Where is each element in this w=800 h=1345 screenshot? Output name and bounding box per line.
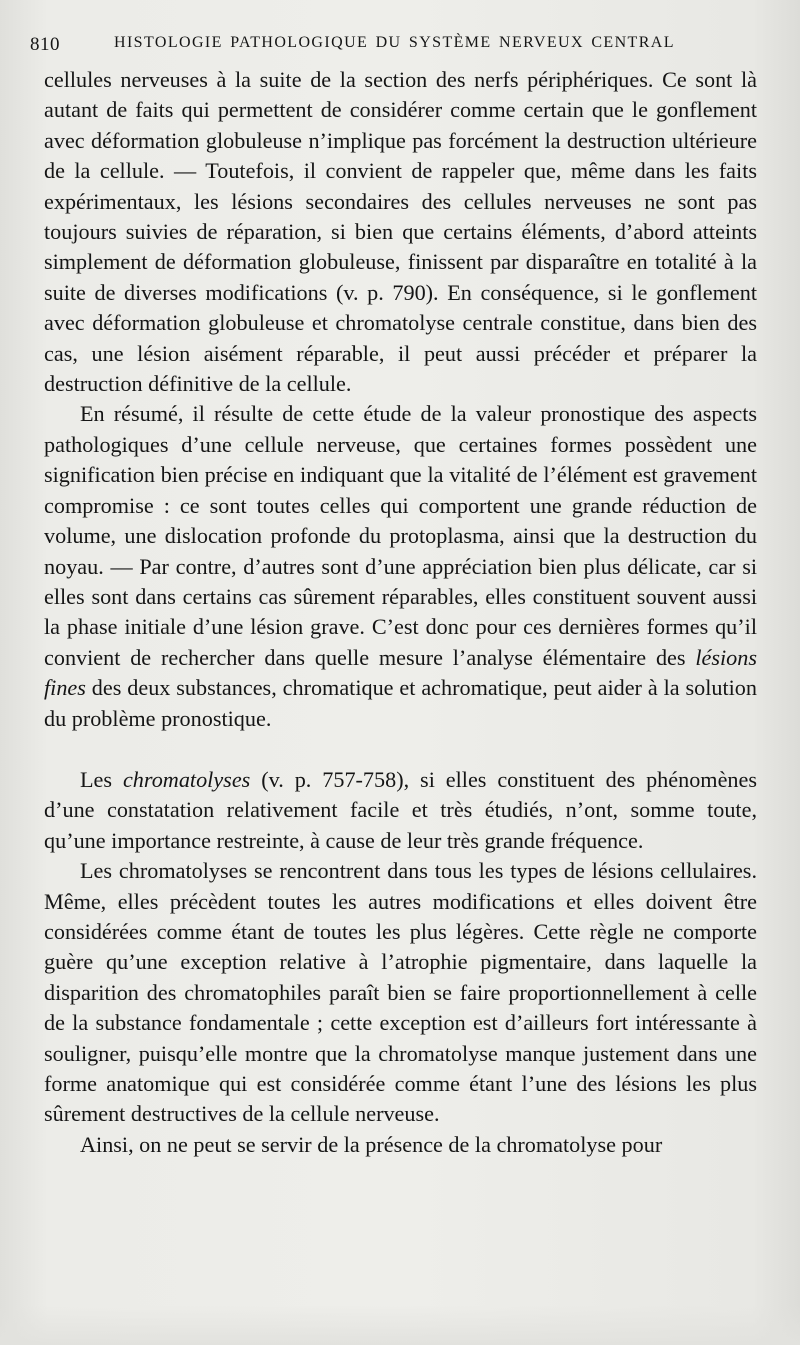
paragraph-summary (44, 399, 757, 733)
paragraph-text: des deux substances, chromatique et achromatique, peut aider à la solution du problème pronostique. (44, 675, 757, 731)
page-number: 810 (30, 34, 60, 55)
page-header (30, 30, 770, 60)
paragraph-text: Les (80, 766, 123, 792)
paragraph-text: cellules nerveuses à la suite de la section des nerfs périphériques. Ce sont là autant de faits qui permettent de considérer comme certain que le gonflement avec déformation globuleuse n’implique pas forcément la destruction ultérieure de la cellule. — Toutefois, il convient de rappeler que, même dans les faits expérimentaux, les lésions secondaires des cellules nerveuses ne sont pas toujours suivies de réparation, si bien que certains éléments, d’abord atteints simplement de déformation globuleuse, finissent par disparaître en totalité à la suite de diverses modifications (v. p. 790). En conséquence, si le gonflement avec déformation globuleuse et chromatolyse centrale constitue, dans bien des cas, une lésion aisément réparable, il peut aussi précéder et préparer la destruction définitive de la cellule. (44, 67, 757, 397)
paragraph-text: Les chromatolyses se rencontrent dans tous les types de lésions cellulaires. Même, elles précèdent toutes les autres modifications et elles doivent être considérées comme étant de toutes les plus légères. Cette règle ne comporte guère qu’une exception relative à l’atrophie pigmentaire, dans laquelle la disparition des chromatophiles paraît bien se faire proportionnellement à celle de la substance fondamentale ; cette exception est d’ailleurs fort intéressante à souligner, puisqu’elle montre que la chromatolyse manque justement dans une forme anatomique qui est considérée comme étant l’une des lésions les plus sûrement destructives de la cellule nerveuse. (44, 858, 757, 1127)
body-text (44, 65, 757, 1160)
running-title: HISTOLOGIE PATHOLOGIQUE DU SYSTÈME NERVEUX CENTRAL (114, 34, 675, 51)
paragraph-final (44, 1130, 757, 1160)
paragraph-chromatolyses (44, 765, 757, 856)
paragraph-chromatolyses-types (44, 856, 757, 1130)
paragraph-text: Ainsi, on ne peut se servir de la présence de la chromatolyse pour (80, 1131, 663, 1157)
paragraph-continuation (44, 65, 757, 399)
italic-term: chromatolyses (122, 766, 251, 792)
page-edge-shade (0, 1305, 800, 1345)
paragraph-text: (v. p. 757-758), si elles constituent des phénomènes d’une constatation relativement facile et très étudiés, n’ont, somme toute, qu’une importance restreinte, à cause de leur très grande fréquence. (44, 766, 757, 853)
paragraph-text: En résumé, il résulte de cette étude de la valeur pronostique des aspects pathologiques d’une cellule nerveuse, que certaines formes possèdent une signification bien précise en indiquant que la vitalité de l’élément est gravement compromise : ce sont toutes celles qui comportent une grande réduction de volume, une dislocation profonde du protoplasma, ainsi que la destruction du noyau. — Par contre, d’autres sont d’une appréciation bien plus délicate, car si elles sont dans certains cas sûrement réparables, elles constituent souvent aussi la phase initiale d’une lésion grave. C’est donc pour ces dernières formes qu’il convient de rechercher dans quelle mesure l’analyse élémentaire des (44, 401, 757, 670)
italic-term: lésions fines (44, 644, 757, 701)
